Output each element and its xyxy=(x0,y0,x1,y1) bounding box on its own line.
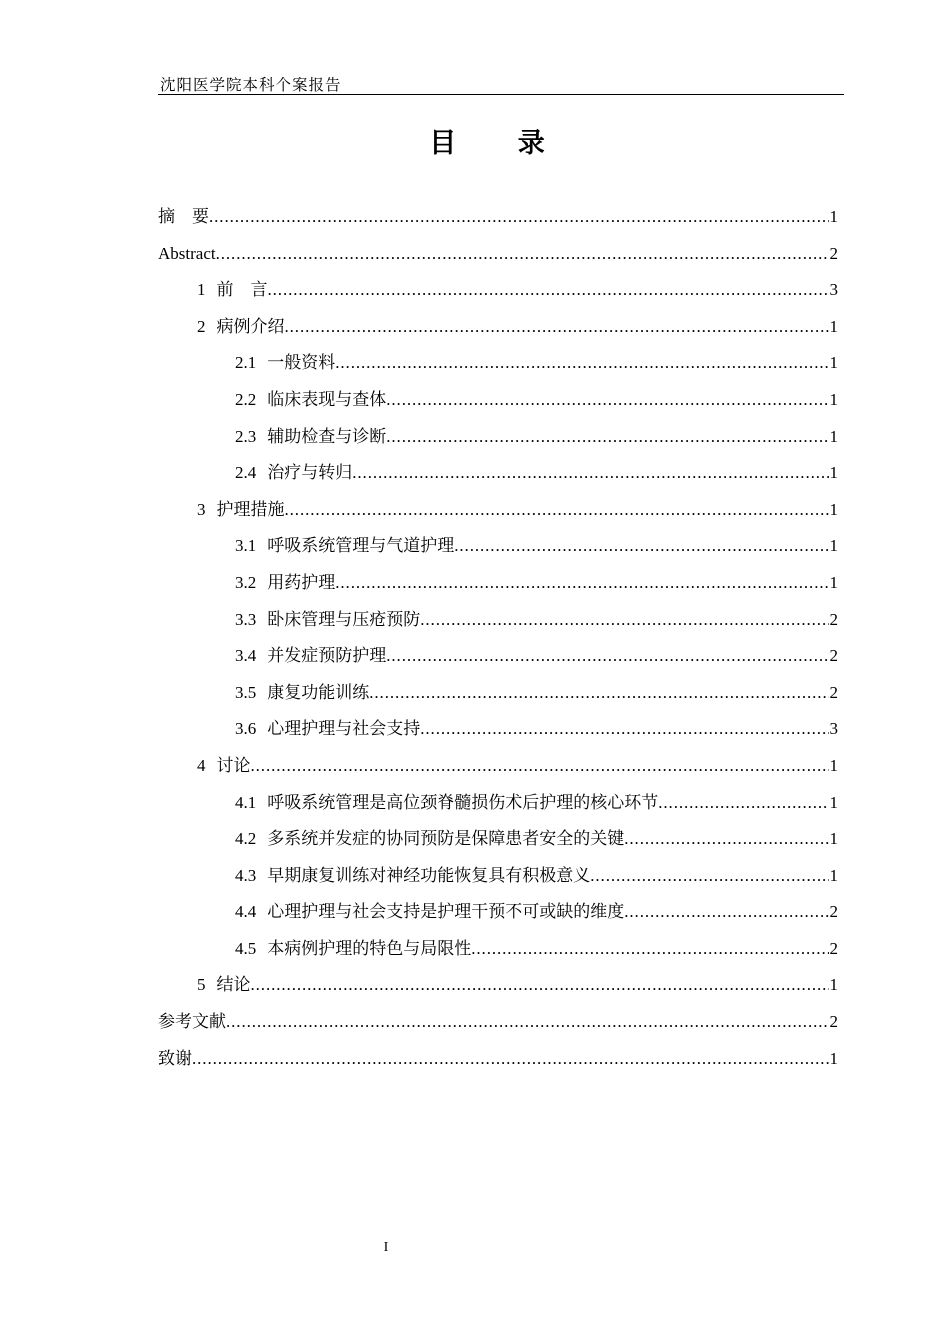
toc-entry-page: 1 xyxy=(829,792,838,812)
toc-entry[interactable] xyxy=(158,790,838,827)
toc-entry[interactable] xyxy=(158,350,838,387)
dot-leader xyxy=(251,753,829,779)
dot-leader xyxy=(216,241,829,267)
toc-entry-page: 2 xyxy=(829,682,838,702)
dot-leader xyxy=(192,1046,829,1072)
toc-entry-number: 4.5 xyxy=(235,938,257,958)
toc-entry[interactable] xyxy=(158,936,838,973)
toc-entry[interactable] xyxy=(158,424,838,461)
toc-entry-page: 1 xyxy=(829,499,838,519)
toc-entry-number: 4.3 xyxy=(235,865,257,885)
toc-entry-number: 3.6 xyxy=(235,719,257,739)
toc-entry-number: 3 xyxy=(197,499,206,519)
toc-entry-title: 讨论 xyxy=(216,755,251,775)
toc-entry[interactable] xyxy=(158,497,838,534)
toc-entry-title: 摘 要 xyxy=(158,207,209,226)
toc-entry-number: 1 xyxy=(197,280,206,300)
toc-entry-page: 3 xyxy=(829,719,838,739)
toc-entry-title: 结论 xyxy=(216,975,251,995)
dot-leader xyxy=(369,680,828,706)
toc-entry-page: 2 xyxy=(829,1012,838,1032)
dot-leader xyxy=(420,716,828,742)
toc-entry-number: 2.4 xyxy=(235,463,257,483)
toc-entry[interactable] xyxy=(158,1009,838,1046)
toc-entry-number: 2.2 xyxy=(235,389,257,409)
toc-entry[interactable] xyxy=(158,972,838,1009)
dot-leader xyxy=(590,863,828,889)
dot-leader xyxy=(285,497,829,523)
toc-entry-number: 3.4 xyxy=(235,646,257,666)
toc-entry-number: 3.2 xyxy=(235,572,257,592)
toc-entry-page: 2 xyxy=(829,609,838,629)
dot-leader xyxy=(386,387,828,413)
toc-entry-page: 1 xyxy=(829,426,838,446)
toc-entry-title: 心理护理与社会支持是护理干预不可或缺的维度 xyxy=(267,902,625,922)
toc-entry-page: 1 xyxy=(829,572,838,592)
dot-leader xyxy=(268,277,829,303)
toc-entry-title: 前 言 xyxy=(216,280,268,300)
dot-leader xyxy=(454,533,828,559)
toc-entry[interactable] xyxy=(158,899,838,936)
toc-entry[interactable] xyxy=(158,680,838,717)
toc-entry-page: 1 xyxy=(829,536,838,556)
toc-entry[interactable] xyxy=(158,314,838,351)
dot-leader xyxy=(471,936,828,962)
page-header xyxy=(158,72,844,95)
dot-leader xyxy=(624,826,828,852)
toc-entry-title: 致谢 xyxy=(158,1048,192,1068)
toc-entry-page: 1 xyxy=(829,389,838,409)
toc-entry-number: 3.1 xyxy=(235,536,257,556)
toc-entry-page: 1 xyxy=(829,463,838,483)
toc-entry[interactable] xyxy=(158,826,838,863)
toc-entry-number: 4.2 xyxy=(235,829,257,849)
dot-leader xyxy=(624,899,828,925)
toc-entry-page: 1 xyxy=(829,353,838,373)
toc-entry-page: 2 xyxy=(829,243,838,263)
toc-entry-page: 1 xyxy=(829,316,838,336)
dot-leader xyxy=(335,570,828,596)
toc-entry-page: 2 xyxy=(829,902,838,922)
toc-entry[interactable] xyxy=(158,863,838,900)
toc-entry-title: 心理护理与社会支持 xyxy=(267,719,421,739)
toc-entry[interactable] xyxy=(158,460,838,497)
toc-entry-title: 临床表现与查体 xyxy=(267,389,387,409)
toc-entry[interactable] xyxy=(158,387,838,424)
toc-entry-title: 治疗与转归 xyxy=(267,463,353,483)
toc-entry-page: 1 xyxy=(829,755,838,775)
dot-leader xyxy=(420,607,828,633)
table-of-contents xyxy=(158,204,838,1082)
toc-entry-number: 2.1 xyxy=(235,353,257,373)
toc-entry-title: 本病例护理的特色与局限性 xyxy=(267,938,472,958)
toc-entry-title: 护理措施 xyxy=(216,499,285,519)
dot-leader xyxy=(386,424,828,450)
toc-entry[interactable] xyxy=(158,1046,838,1083)
toc-entry-number: 2 xyxy=(197,316,206,336)
toc-title: 目 录 xyxy=(429,128,571,159)
dot-leader xyxy=(658,790,828,816)
toc-entry-title: 康复功能训练 xyxy=(267,682,370,702)
dot-leader xyxy=(386,643,828,669)
dot-leader xyxy=(251,972,829,998)
toc-entry-number: 5 xyxy=(197,975,206,995)
dot-leader xyxy=(226,1009,829,1035)
toc-entry[interactable] xyxy=(158,716,838,753)
toc-entry-page: 3 xyxy=(829,280,838,300)
toc-entry[interactable] xyxy=(158,570,838,607)
toc-entry[interactable] xyxy=(158,241,838,278)
toc-entry-title: 多系统并发症的协同预防是保障患者安全的关键 xyxy=(267,829,625,849)
toc-entry-page: 2 xyxy=(829,646,838,666)
toc-entry[interactable] xyxy=(158,643,838,680)
toc-entry-page: 1 xyxy=(829,1048,838,1068)
toc-entry-title: 参考文献 xyxy=(158,1012,226,1032)
toc-entry-page: 2 xyxy=(829,938,838,958)
dot-leader xyxy=(352,460,828,486)
toc-entry[interactable] xyxy=(158,277,838,314)
toc-entry-number: 4 xyxy=(197,755,206,775)
dot-leader xyxy=(209,204,829,230)
toc-entry-title: 用药护理 xyxy=(267,572,336,592)
toc-entry-page: 1 xyxy=(829,975,838,995)
toc-entry-number: 3.5 xyxy=(235,682,257,702)
toc-entry-title: 早期康复训练对神经功能恢复具有积极意义 xyxy=(267,865,591,885)
toc-entry-title: 一般资料 xyxy=(267,353,336,373)
page-number: I xyxy=(383,1240,389,1255)
toc-entry[interactable] xyxy=(158,533,838,570)
toc-entry-number: 3.3 xyxy=(235,609,257,629)
toc-entry-number: 4.1 xyxy=(235,792,257,812)
toc-entry-page: 1 xyxy=(829,865,838,885)
toc-entry-title: 卧床管理与压疮预防 xyxy=(267,609,421,629)
toc-entry[interactable] xyxy=(158,204,838,241)
dot-leader xyxy=(335,350,828,376)
toc-entry-title: 并发症预防护理 xyxy=(267,646,387,666)
toc-entry-title: 呼吸系统管理与气道护理 xyxy=(267,536,455,556)
toc-entry[interactable] xyxy=(158,607,838,644)
toc-entry-title: 辅助检查与诊断 xyxy=(267,426,387,446)
toc-entry-title: 呼吸系统管理是高位颈脊髓损伤术后护理的核心环节 xyxy=(267,792,659,812)
toc-entry-title: Abstract xyxy=(158,243,216,263)
header-text: 沈阳医学院本科个案报告 xyxy=(160,77,342,94)
toc-entry-number: 2.3 xyxy=(235,426,257,446)
toc-entry-page: 1 xyxy=(829,207,838,226)
toc-entry-page: 1 xyxy=(829,829,838,849)
toc-entry-number: 4.4 xyxy=(235,902,257,922)
toc-entry-title: 病例介绍 xyxy=(216,316,285,336)
toc-entry[interactable] xyxy=(158,753,838,790)
dot-leader xyxy=(285,314,829,340)
